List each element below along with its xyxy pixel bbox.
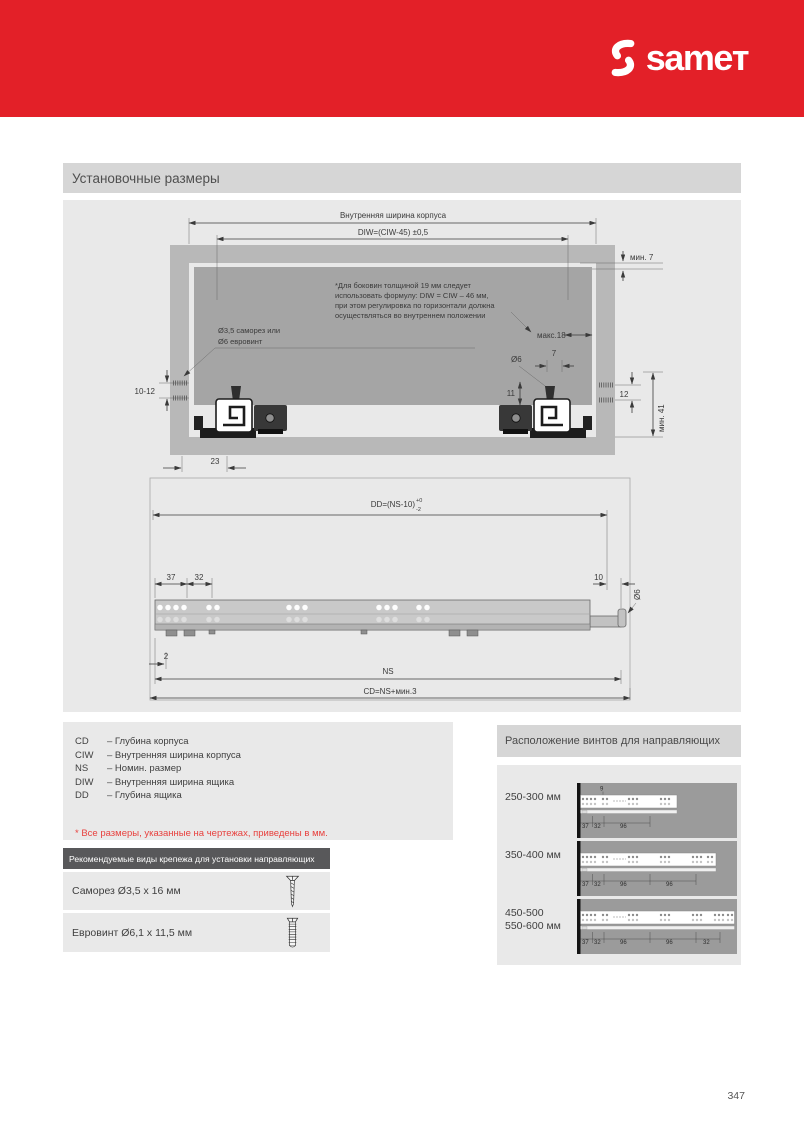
svg-text:2: 2 <box>163 652 169 661</box>
svg-text:макс.18: макс.18 <box>537 331 566 340</box>
svg-text:96: 96 <box>620 882 627 888</box>
wood-screw-icon <box>285 874 300 908</box>
slide-rail <box>155 600 626 636</box>
legend-item <box>75 735 453 749</box>
svg-text:32: 32 <box>194 573 204 582</box>
legend-item <box>75 762 453 776</box>
dim-min41 <box>615 372 666 437</box>
legend-item <box>75 776 453 790</box>
section-title: Установочные размеры <box>72 170 220 186</box>
svg-text:23: 23 <box>210 457 220 466</box>
svg-text:мин. 41: мин. 41 <box>657 404 666 432</box>
legend-desc: – Внутренняя ширина корпуса <box>107 749 241 761</box>
svg-text:*Для боковин толщиной 19 мм сл: *Для боковин толщиной 19 мм следует <box>335 281 471 290</box>
svg-text:32: 32 <box>594 940 601 946</box>
legend-code: NS <box>75 763 89 774</box>
legend-item <box>75 749 453 763</box>
svg-text:-2: -2 <box>416 507 421 513</box>
svg-text:мин. 7: мин. 7 <box>630 253 654 262</box>
svg-text:96: 96 <box>620 940 627 946</box>
legend-box <box>63 722 453 840</box>
svg-text:32: 32 <box>594 824 601 830</box>
svg-text:96: 96 <box>620 824 627 830</box>
slide-side-view <box>149 478 642 700</box>
legend-code: DD <box>75 790 89 801</box>
euro-screw-icon <box>285 916 300 950</box>
section-title-bar <box>63 163 741 193</box>
screw-layout-diagram-250-300 <box>577 783 737 838</box>
fastener-row <box>63 913 330 952</box>
size-range-label: 250-300 мм <box>505 791 561 803</box>
screw-layout-row <box>505 899 741 954</box>
svg-text:37: 37 <box>582 882 589 888</box>
installation-drawing <box>63 200 741 712</box>
page-number: 347 <box>727 1090 745 1102</box>
svg-text:осуществляться во внутреннем п: осуществляться во внутреннем положении <box>335 311 486 320</box>
size-range-line1: 450-500 <box>505 907 544 919</box>
svg-text:7: 7 <box>551 349 557 358</box>
legend-item <box>75 789 453 803</box>
screw-layout-header: Расположение винтов для направляющих <box>497 725 741 757</box>
drawing-panel <box>63 200 741 712</box>
svg-text:10-12: 10-12 <box>134 387 155 396</box>
svg-text:9: 9 <box>600 786 604 793</box>
brand-logo <box>603 38 748 78</box>
size-range-label <box>505 899 577 954</box>
dim-23 <box>163 456 246 472</box>
dim-12 <box>615 372 641 413</box>
size-range-label: 350-400 мм <box>505 849 561 861</box>
svg-text:использовать формулу: DIW = CI: использовать формулу: DIW = CIW – 46 мм, <box>335 291 489 300</box>
svg-text:Ø6: Ø6 <box>633 589 642 600</box>
screw-layout-row <box>505 841 741 896</box>
svg-text:Ø6 евровинт: Ø6 евровинт <box>218 337 263 346</box>
legend-code: CIW <box>75 749 94 761</box>
brand-logo-text: sameт <box>645 37 748 78</box>
svg-text:37: 37 <box>582 824 589 830</box>
fastener-row <box>63 872 330 910</box>
screw-layout-diagram-450-600 <box>577 899 737 954</box>
legend-desc: – Внутренняя ширина ящика <box>107 776 235 788</box>
svg-text:DIW=(CIW-45) ±0,5: DIW=(CIW-45) ±0,5 <box>357 228 429 237</box>
screw-layout-diagram-350-400 <box>577 841 737 896</box>
legend-code: DIW <box>75 776 94 788</box>
svg-text:Ø6: Ø6 <box>511 355 522 364</box>
svg-text:10: 10 <box>594 573 603 582</box>
svg-text:96: 96 <box>666 940 673 946</box>
legend-code: CD <box>75 736 89 747</box>
svg-text:32: 32 <box>594 882 601 888</box>
samet-logo-icon <box>603 38 643 78</box>
svg-text:при этом регулировка по горизо: при этом регулировка по горизонтали должна <box>335 301 495 310</box>
svg-text:CD=NS+мин.3: CD=NS+мин.3 <box>363 687 417 696</box>
svg-text:37: 37 <box>166 573 176 582</box>
svg-text:Внутренняя ширина корпуса: Внутренняя ширина корпуса <box>339 211 447 220</box>
svg-text:32: 32 <box>703 940 710 946</box>
svg-text:96: 96 <box>666 882 673 888</box>
fastener-label: Саморез Ø3,5 x 16 мм <box>72 885 181 897</box>
svg-text:+0: +0 <box>416 498 423 504</box>
svg-text:12: 12 <box>619 390 629 399</box>
legend-desc: – Глубина корпуса <box>107 736 189 747</box>
fastener-label: Евровинт Ø6,1 x 11,5 мм <box>72 926 193 939</box>
fasteners-header: Рекомендуемые виды крепежа для установки направляющих <box>63 848 330 869</box>
legend-desc: – Глубина ящика <box>107 790 182 801</box>
screw-layout-body <box>497 765 741 965</box>
svg-text:DD=(NS-10): DD=(NS-10) <box>370 500 415 509</box>
svg-text:37: 37 <box>582 940 589 946</box>
screw-layout-row <box>505 783 741 838</box>
dimensions-note: * Все размеры, указанные на чертежах, приведены в мм. <box>75 827 328 839</box>
svg-text:NS: NS <box>382 667 394 676</box>
svg-text:11: 11 <box>506 389 515 398</box>
legend-desc: – Номин. размер <box>107 763 182 774</box>
brand-header <box>0 0 804 117</box>
size-range-line2: 550-600 мм <box>505 920 561 932</box>
svg-text:Ø3,5 саморез или: Ø3,5 саморез или <box>218 326 281 335</box>
